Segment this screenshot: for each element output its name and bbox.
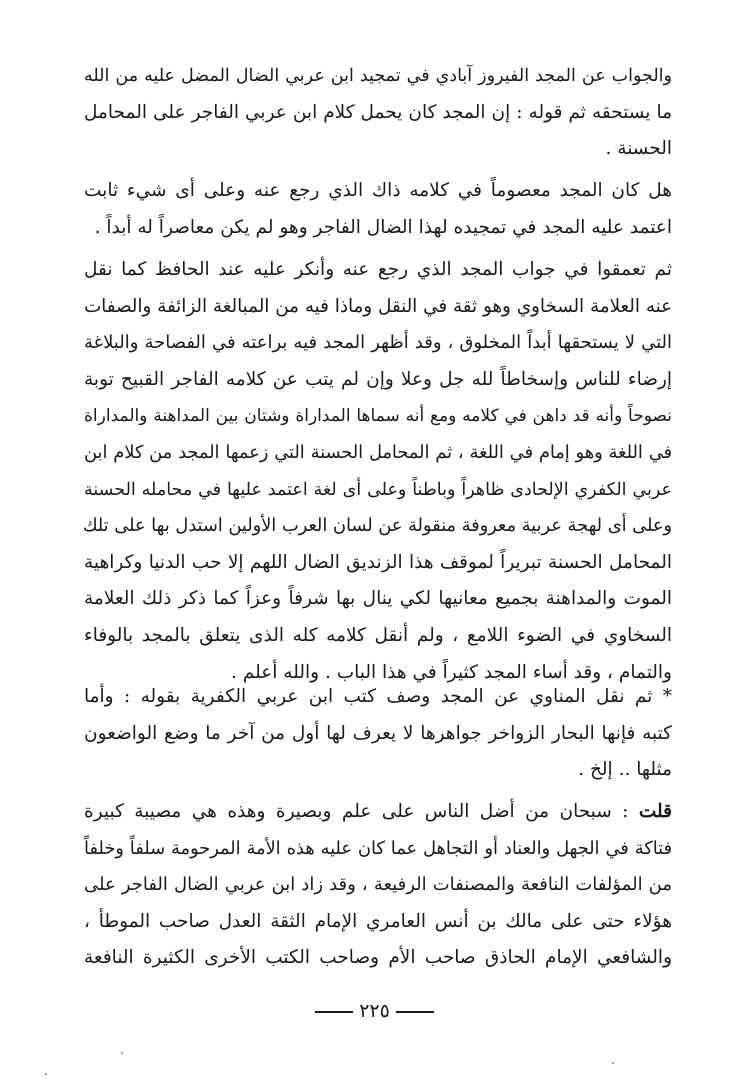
paragraph-question (84, 173, 672, 246)
paragraph-qultu (84, 794, 672, 977)
paragraph-majd-answer (84, 58, 672, 168)
text-line: ما يستحقه ثم قوله : إن المجد كان يحمل كلام ابن عربي الفاجر على المحامل (84, 101, 672, 123)
text-line: كتبه فإنها البحار الزواخر جواهرها لا يعرف لها أول من آخر ما وضع الواضعون (84, 722, 672, 744)
scan-speck (612, 1062, 614, 1064)
page-number-dash (315, 1011, 353, 1013)
text-line: هل كان المجد معصوماً في كلامه ذاك الذي رجع عنه وعلى أى شيء ثابت (84, 180, 672, 201)
text-line: هؤلاء حتى على مالك بن أنس العامري الإمام الثقة العدل صاحب الموطأ ، (84, 910, 672, 932)
text-line: والجواب عن المجد الفيروز آبادي في تمجيد ابن عربي الضال المضل عليه من الله (84, 66, 672, 86)
text-line: في اللغة وهو إمام في اللغة ، ثم المحامل الحسنة التي زعمها المجد من كلام ابن (84, 442, 672, 463)
paragraph-munawi-quote (84, 679, 672, 789)
scan-speck (121, 1052, 123, 1054)
page-number-value: ٢٢٥ (359, 1000, 390, 1022)
scan-speck (45, 1073, 47, 1075)
text-line (84, 794, 672, 831)
text-line: * ثم نقل المناوي عن المجد وصف كتب ابن عربي الكفرية بقوله : وأما (84, 686, 672, 707)
paragraph-deep-answer (84, 252, 672, 691)
text-line: الحسنة . (605, 138, 672, 160)
text-line: من المؤلفات النافعة والمصنفات الرفيعة ، وقد زاد ابن عربي الضال الفاجر على (84, 874, 672, 896)
text-line: عربي الكفري الإلحادى ظاهراً وباطناً وعلى أى لغة اعتمد عليها في محامله الحسنة (84, 479, 672, 500)
text-line: والتمام ، وقد أساء المجد كثيراً في هذا الباب . والله أعلم . (231, 661, 672, 683)
text-line: إرضاء للناس وإسخاطاً لله جل وعلا وإن لم يتب عن كلامه الفاجر القبيح توبة (84, 368, 672, 390)
page-number-dash (396, 1011, 434, 1013)
text-line: وعلى أى لهجة عربية معروفة منقولة عن لسان العرب الأولين استدل بها على تلك (82, 516, 672, 537)
text-line: فتاكة في الجهل والعناد أو التجاهل عما كان عليه هذه الأمة المرحومة سلفاً وخلفاً (84, 838, 672, 859)
text-line: مثلها .. إلخ . (578, 759, 672, 781)
text-line: السخاوي في الضوء اللامع ، ولم أنقل كلامه كله الذى يتعلق بالمجد بالوفاء (84, 624, 672, 646)
text-line: عنه العلامة السخاوي وهو ثقة في النقل وماذا فيه من المبالغة الزائفة والصفات (84, 295, 672, 317)
text-line: التي لا يستحقها أبداً المخلوق ، وقد أظهر المجد فيه براعته في الفصاحة والبلاغة (84, 332, 672, 354)
text-line: المحامل الحسنة تبريراً لموقف هذا الزنديق الضال اللهم إلا حب الدنيا وكراهية (84, 551, 672, 573)
text-line: والشافعي الإمام الحاذق صاحب الأم وصاحب الكتب الأخرى الكثيرة النافعة (84, 947, 672, 969)
page-number (0, 1000, 749, 1022)
text-line: الموت والمداهنة بجميع معانيها لكي ينال بها شرفاً وعزاً كما ذكر ذلك العلامة (84, 588, 672, 610)
text-line: نصوحاً وأنه قد داهن في كلامه ومع أنه سماها المداراة وشتان بين المداهنة والمداراة (84, 406, 672, 427)
text-line: اعتمد عليه المجد في تمجيده لهذا الضال الفاجر وهو لم يكن معاصراً له أبداً . (94, 216, 672, 238)
qultu-lead: قلت (638, 801, 672, 822)
text-fragment: : سبحان من أضل الناس على علم وبصيرة وهذه هي مصيبة كبيرة (84, 801, 629, 822)
text-line: ثم تعمقوا في جواب المجد الذي رجع عنه وأنكر عليه عند الحافظ كما نقل (84, 259, 672, 280)
